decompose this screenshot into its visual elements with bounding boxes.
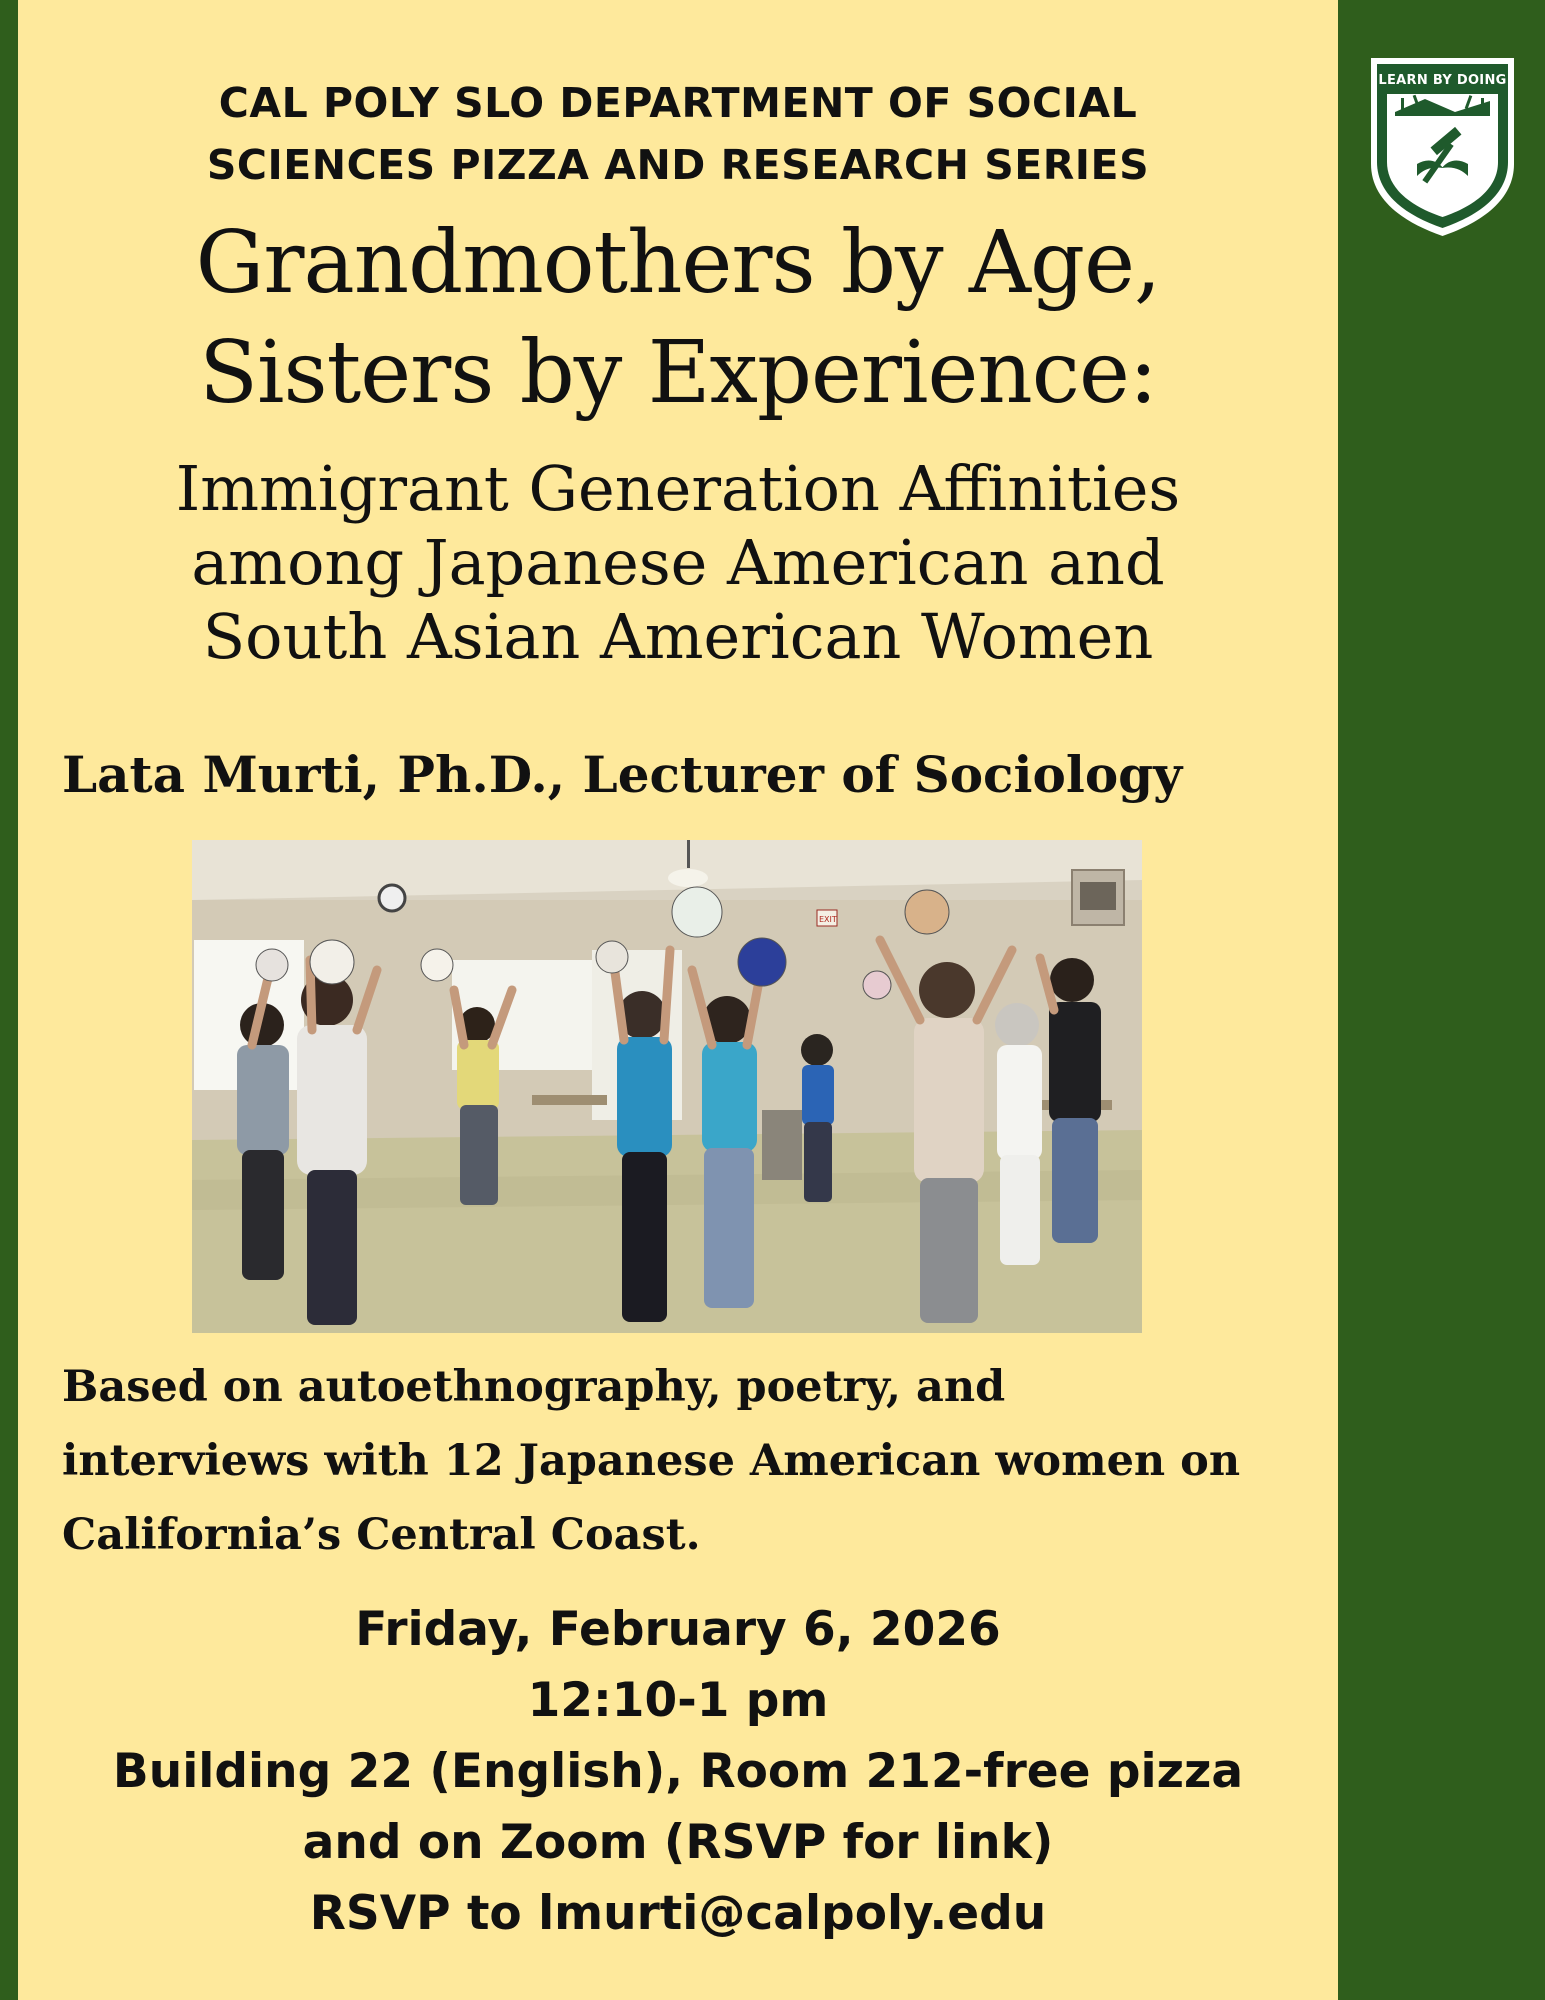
badge-text: LEARN BY DOING (1378, 73, 1507, 88)
right-border-panel (1338, 0, 1545, 2000)
flyer-body (18, 0, 1338, 2000)
speaker-name: Lata Murti, Ph.D., Lecturer of Sociology (62, 745, 1183, 804)
exit-sign: EXIT (819, 915, 837, 924)
event-location: Building 22 (English), Room 212-free pizza (112, 1744, 1244, 1799)
event-zoom: and on Zoom (RSVP for link) (302, 1815, 1054, 1870)
series-line-1: CAL POLY SLO DEPARTMENT OF SOCIAL (218, 79, 1138, 127)
title-line-1: Grandmothers by Age, (195, 213, 1161, 313)
subtitle-line-3: South Asian American Women (202, 600, 1154, 673)
talk-title (18, 208, 1338, 428)
group-dance-photo (192, 840, 1142, 1333)
description-line-3: California’s Central Coast. (62, 1510, 701, 1560)
event-date: Friday, February 6, 2026 (355, 1602, 1001, 1657)
left-border (0, 0, 18, 2000)
description-line-1: Based on autoethnography, poetry, and (62, 1362, 1006, 1412)
title-line-2: Sisters by Experience: (199, 323, 1157, 423)
series-heading (18, 72, 1338, 196)
talk-description (62, 1350, 1342, 1572)
series-line-2: SCIENCES PIZZA AND RESEARCH SERIES (206, 141, 1150, 189)
talk-subtitle (18, 452, 1338, 674)
event-rsvp: RSVP to lmurti@calpoly.edu (309, 1886, 1047, 1941)
description-line-2: interviews with 12 Japanese American women on (62, 1436, 1241, 1486)
event-time: 12:10-1 pm (527, 1673, 829, 1728)
cal-poly-shield-icon (1365, 54, 1520, 240)
subtitle-line-2: among Japanese American and (191, 526, 1165, 599)
subtitle-line-1: Immigrant Generation Affinities (175, 452, 1181, 525)
event-details (18, 1594, 1338, 1949)
photo-illustration (192, 840, 1142, 1333)
